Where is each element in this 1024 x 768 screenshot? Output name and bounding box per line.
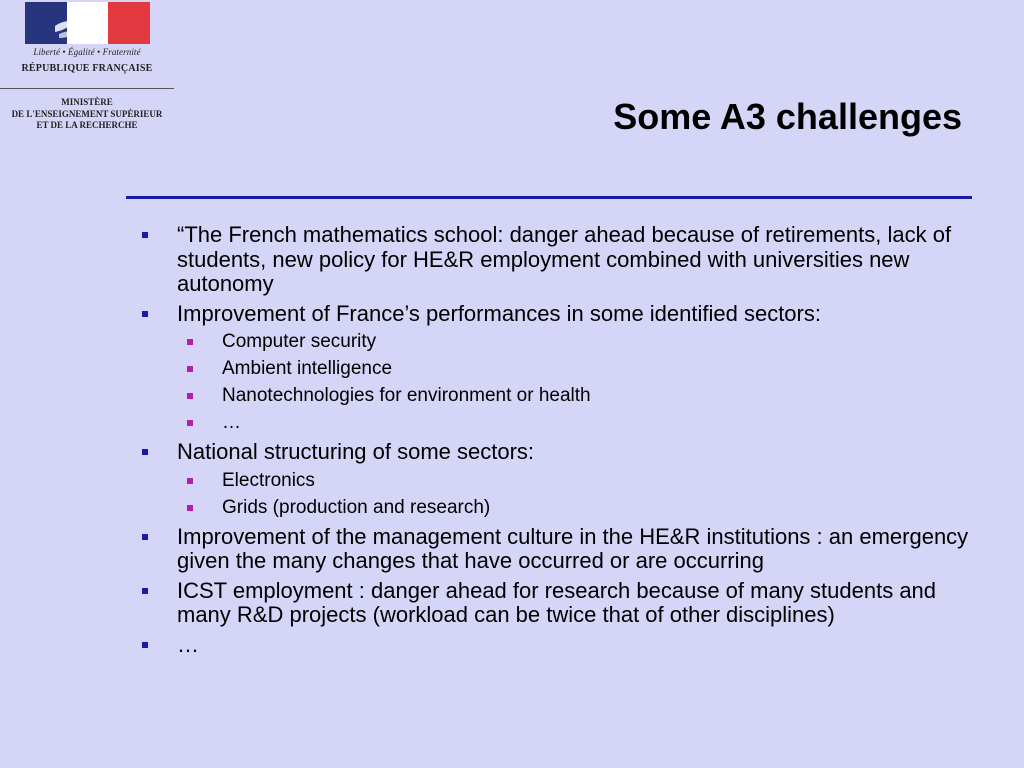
title-divider xyxy=(126,196,972,199)
slide-title: Some A3 challenges xyxy=(613,96,962,137)
bullet-text: … xyxy=(177,631,199,657)
sub-bullet-item xyxy=(186,412,971,434)
bullet-item xyxy=(141,633,971,658)
sub-bullet-item xyxy=(186,358,971,380)
sub-bullet-item xyxy=(186,497,971,519)
ministry-line-2: DE L'ENSEIGNEMENT SUPÉRIEUR xyxy=(11,108,163,119)
marianne-profile-icon xyxy=(25,2,150,44)
bullet-item xyxy=(141,440,971,465)
sub-bullet-text: … xyxy=(222,412,241,433)
bullet-item xyxy=(141,579,971,628)
bullet-item xyxy=(141,302,971,327)
ministry-line-1: MINISTÈRE xyxy=(61,97,113,107)
square-bullet-icon xyxy=(142,232,148,238)
marianne-flag-logo xyxy=(25,2,150,44)
republique-francaise-text: RÉPUBLIQUE FRANÇAISE xyxy=(21,63,153,74)
bullet-list xyxy=(141,223,971,662)
square-bullet-icon xyxy=(187,366,193,372)
square-bullet-icon xyxy=(142,449,148,455)
sub-bullet-text: Nanotechnologies for environment or health xyxy=(222,385,591,406)
square-bullet-icon xyxy=(142,311,148,317)
sub-bullet-text: Electronics xyxy=(222,469,315,491)
sub-bullet-item xyxy=(186,470,971,492)
bullet-text: Improvement of the management culture in the HE&R institutions : an emergency given the many changes that have occurred or are occurring xyxy=(177,523,969,573)
ministry-line-3: ET DE LA RECHERCHE xyxy=(36,120,138,130)
square-bullet-icon xyxy=(187,339,193,345)
sub-bullet-list xyxy=(141,331,971,434)
sub-bullet-item xyxy=(186,331,971,353)
bullet-item xyxy=(141,525,971,574)
sub-bullet-item xyxy=(186,385,971,407)
square-bullet-icon xyxy=(142,642,148,648)
sub-bullet-text: Ambient intelligence xyxy=(222,358,393,379)
square-bullet-icon xyxy=(187,420,193,426)
sub-bullet-text: Computer security xyxy=(222,331,377,352)
square-bullet-icon xyxy=(187,478,193,484)
square-bullet-icon xyxy=(142,588,148,594)
ministry-name xyxy=(0,97,174,132)
motto-text: Liberté • Égalité • Fraternité xyxy=(33,47,141,57)
sub-bullet-list xyxy=(141,470,971,519)
bullet-text: Improvement of France’s performances in some identified sectors: xyxy=(177,300,821,326)
square-bullet-icon xyxy=(187,393,193,399)
bullet-text: National structuring of some sectors: xyxy=(177,439,535,464)
bullet-text: ICST employment : danger ahead for research because of many students and many R&D projects (workload can be twice that of other disciplines) xyxy=(177,577,937,627)
sub-bullet-text: Grids (production and research) xyxy=(222,496,491,518)
bullet-text: “The French mathematics school: danger ahead because of retirements, lack of students, new policy for HE&R employment combined with universities new autonomy xyxy=(177,222,952,296)
logo-divider xyxy=(0,88,174,89)
square-bullet-icon xyxy=(142,534,148,540)
square-bullet-icon xyxy=(187,505,193,511)
bullet-item xyxy=(141,223,971,297)
republique-francaise-logo xyxy=(0,0,174,140)
